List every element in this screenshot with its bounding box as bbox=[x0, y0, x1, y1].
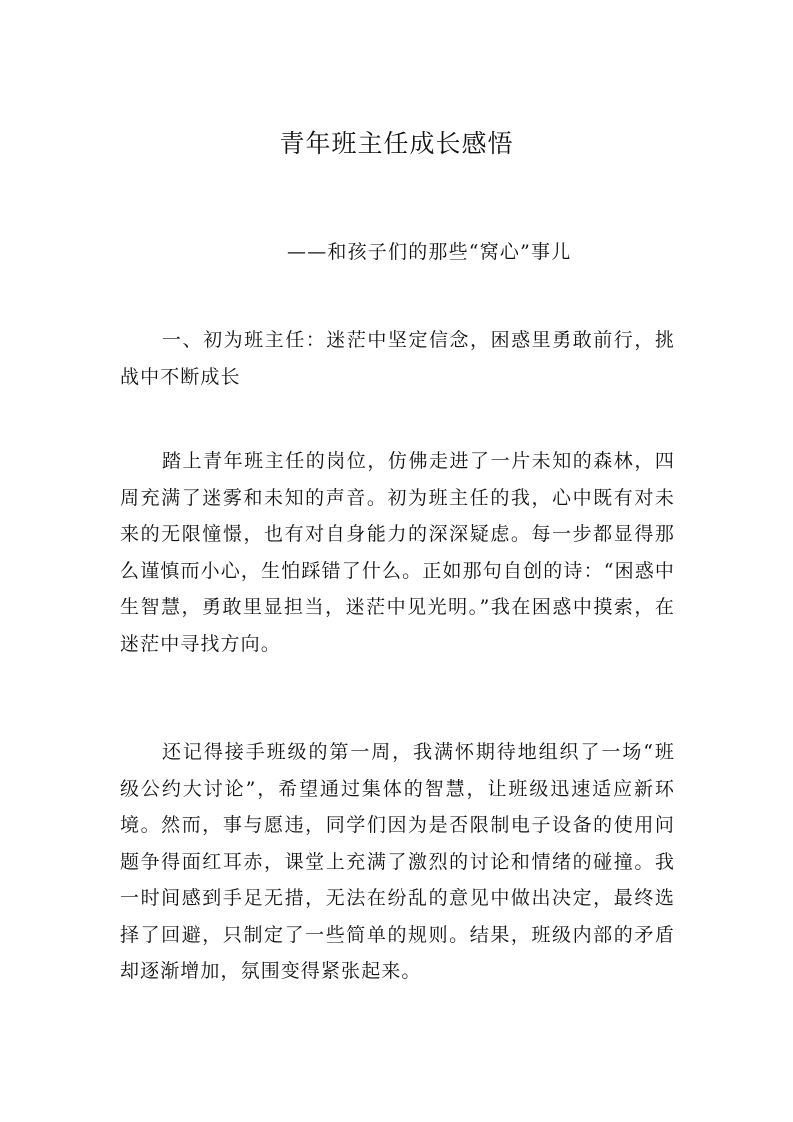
document-subtitle: ——和孩子们的那些“窝心”事儿 bbox=[287, 241, 572, 263]
document-title: 青年班主任成长感悟 bbox=[279, 129, 514, 158]
paragraph-1: 踏上青年班主任的岗位，仿佛走进了一片未知的森林，四周充满了迷雾和未知的声音。初为班主任的我，心中既有对未来的无限憧憬，也有对自身能力的深深疑虑。每一步都显得那么谨慎而小心，生怕踩错了什么。正如那句自创的诗：“困惑中生智慧，勇敢里显担当，迷茫中见光明。”我在困惑中摸索，在迷茫中寻找方向。 bbox=[120, 450, 675, 655]
section-heading: 一、初为班主任：迷茫中坚定信念，困惑里勇敢前行，挑战中不断成长 bbox=[120, 329, 675, 388]
paragraph-2: 还记得接手班级的第一周，我满怀期待地组织了一场“班级公约大讨论”，希望通过集体的智慧，让班级迅速适应新环境。然而，事与愿违，同学们因为是否限制电子设备的使用问题争得面红耳赤，课堂上充满了激烈的讨论和情绪的碰撞。我一时间感到手足无措，无法在纷乱的意见中做出决定，最终选择了回避，只制定了一些简单的规则。结果，班级内部的矛盾却逐渐增加，氛围变得紧张起来。 bbox=[120, 741, 675, 982]
